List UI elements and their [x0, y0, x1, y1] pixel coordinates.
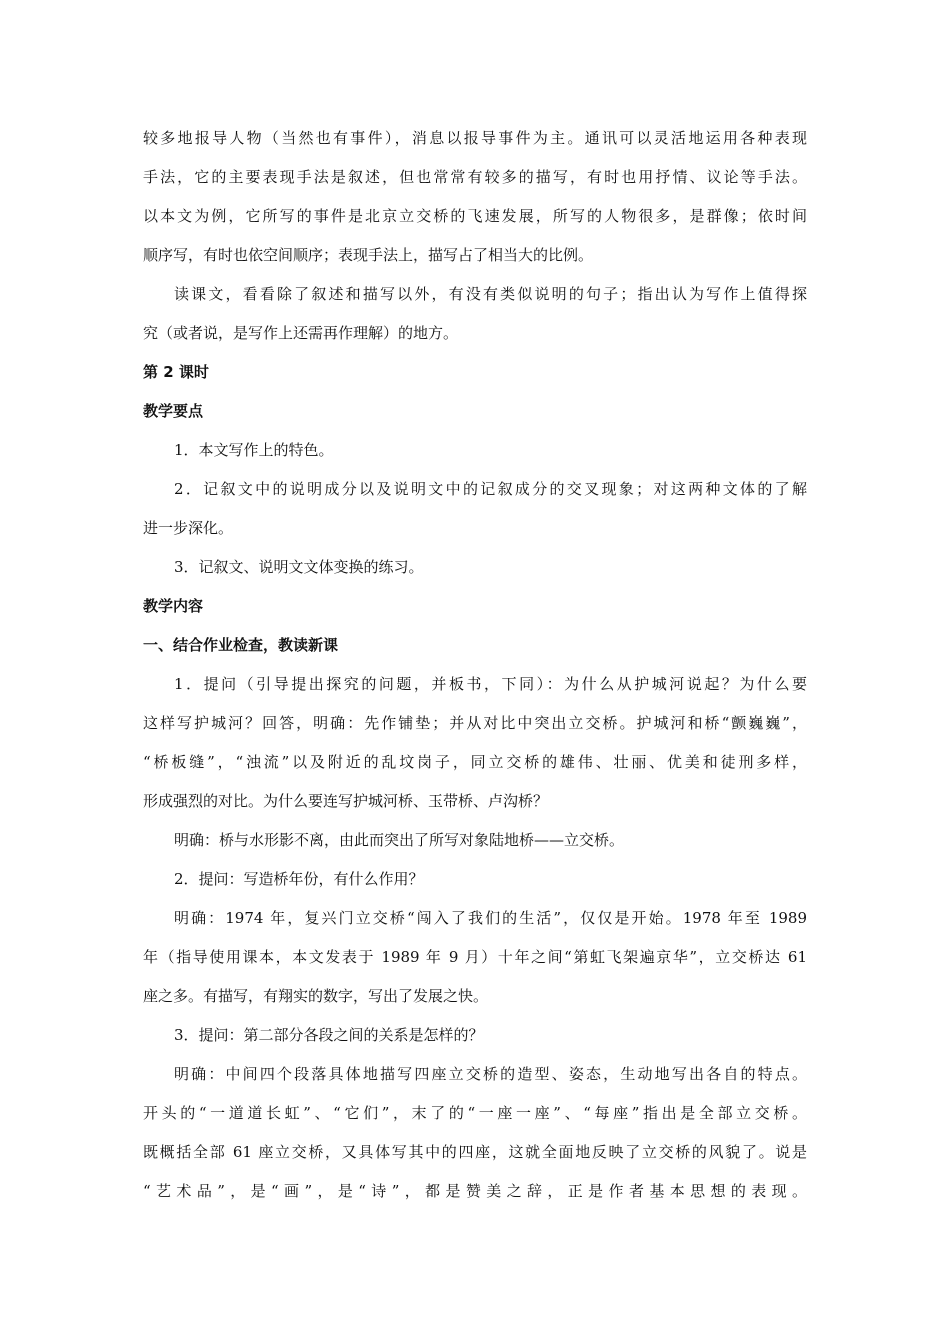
question-2: 2．提问：写造桥年份，有什么作用？: [174, 870, 424, 888]
teaching-points-heading: 教学要点: [143, 402, 204, 420]
question-1-line-4: 形成强烈的对比。为什么要连写护城河桥、玉带桥、卢沟桥？: [143, 792, 549, 810]
point-1: 1．本文写作上的特色。: [174, 441, 334, 459]
task-line-1: 读课文，看看除了叙述和描写以外，有没有类似说明的句子；指出认为写作上值得探: [174, 285, 807, 303]
answer-3-line-3: 既概括全部 61 座立交桥，又具体写其中的四座，这就全面地反映了立交桥的风貌了。说是: [143, 1143, 807, 1161]
point-2-line-2: 进一步深化。: [143, 519, 234, 537]
question-1-line-3: “桥板缝”，“浊流”以及附近的乱坟岗子，同立交桥的雄伟、壮丽、优美和徒刑多样，: [143, 753, 807, 771]
lesson-title: 第 2 课时: [143, 363, 209, 381]
question-3: 3．提问：第二部分各段之间的关系是怎样的？: [174, 1026, 484, 1044]
answer-2-line-1: 明确：1974 年，复兴门立交桥“闯入了我们的生活”，仅仅是开始。1978 年至 1989: [174, 909, 807, 927]
point-3: 3．记叙文、说明文文体变换的练习。: [174, 558, 424, 576]
intro-line-2: 手法，它的主要表现手法是叙述，但也常常有较多的描写，有时也用抒情、议论等手法。: [143, 168, 807, 186]
intro-line-4: 顺序写，有时也依空间顺序；表现手法上，描写占了相当大的比例。: [143, 246, 594, 264]
document-body: [143, 119, 807, 1211]
answer-3-line-1: 明确：中间四个段落具体地描写四座立交桥的造型、姿态，生动地写出各自的特点。: [174, 1065, 807, 1083]
section-1-heading: 一、结合作业检查，教读新课: [143, 636, 339, 654]
question-1-line-1: 1．提问（引导提出探究的问题，并板书，下同）：为什么从护城河说起？为什么要: [174, 675, 807, 693]
answer-3-line-4: “艺术品”，是“画”，是“诗”，都是赞美之辞，正是作者基本思想的表现。: [143, 1182, 807, 1200]
answer-1: 明确：桥与水形影不离，由此而突出了所写对象陆地桥——立交桥。: [174, 831, 625, 849]
task-line-2: 究（或者说，是写作上还需再作理解）的地方。: [143, 324, 459, 342]
intro-line-1: 较多地报导人物（当然也有事件），消息以报导事件为主。通讯可以灵活地运用各种表现: [143, 129, 807, 147]
answer-2-line-2: 年（指导使用课本，本文发表于 1989 年 9 月）十年之间“第虹飞架遍京华”，立交桥达 61: [143, 948, 807, 966]
intro-line-3: 以本文为例，它所写的事件是北京立交桥的飞速发展，所写的人物很多，是群像；依时间: [143, 207, 807, 225]
answer-3-line-2: 开头的“一道道长虹”、“它们”，末了的“一座一座”、“每座”指出是全部立交桥。: [143, 1104, 807, 1122]
question-1-line-2: 这样写护城河？回答，明确：先作铺垫；并从对比中突出立交桥。护城河和桥“颤巍巍”，: [143, 714, 807, 732]
point-2-line-1: 2．记叙文中的说明成分以及说明文中的记叙成分的交叉现象；对这两种文体的了解: [174, 480, 807, 498]
answer-2-line-3: 座之多。有描写，有翔实的数字，写出了发展之快。: [143, 987, 489, 1005]
teaching-content-heading: 教学内容: [143, 597, 204, 615]
